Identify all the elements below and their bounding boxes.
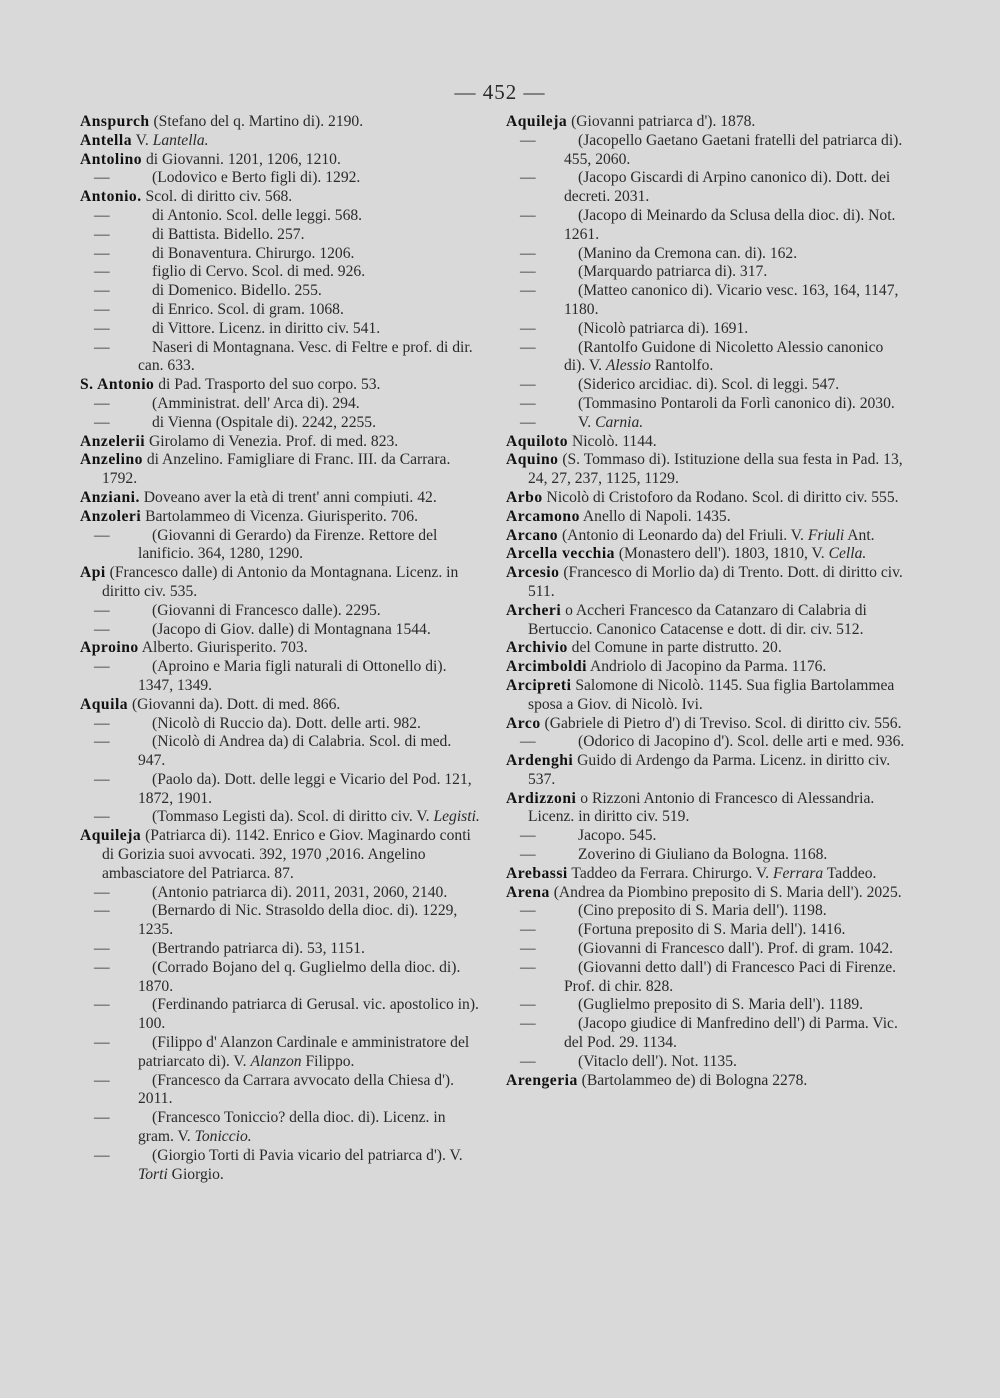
entry-dash: — [94,169,110,187]
entry-dash: — [94,413,110,431]
entry-text: (Fortuna preposito di S. Maria dell'). 1416. [578,921,846,939]
entry-text: o Accheri Francesco da Catanzaro di Calabria di Bertuccio. Canonico Catacense e dott. di dir. civ. 512. [528,601,867,638]
entry-text: (Jacopello Gaetano Gaetani fratelli del patriarca di). 455, 2060. [564,131,903,168]
index-subentry [506,996,908,1015]
index-entry [506,884,908,903]
entry-headword: Arcipreti [506,676,572,694]
entry-text: (Patriarca di). 1142. Enrico e Giov. Maginardo conti di Gorizia suoi avvocati. 392, 1970 ,2016. Angelino ambasciatore del Patriarca. 87. [102,827,471,882]
entry-text: V. [578,413,596,431]
entry-text: (Odorico di Jacopino d'). Scol. delle arti e med. 936. [578,733,905,751]
entry-dash: — [94,714,110,732]
entry-crossref-tail: Rantolfo. [650,357,714,375]
entry-text: del Comune in parte distrutto. 20. [567,639,782,657]
entry-headword: Arcamono [506,507,580,525]
index-subentry [80,1034,482,1072]
entry-text: (Francesco da Carrara avvocato della Chiesa d'). 2011. [138,1071,454,1108]
entry-dash: — [94,526,110,544]
index-subentry [506,245,908,264]
entry-text: (Nicolò patriarca di). 1691. [578,319,749,337]
index-subentry [80,621,482,640]
entry-crossref: Lantella. [152,131,209,149]
index-entry [80,508,482,527]
entry-headword: Arbo [506,488,543,506]
index-subentry [506,395,908,414]
entry-text: Andriolo di Jacopino da Parma. 1176. [586,658,827,676]
index-entry [80,132,482,151]
index-subentry [80,602,482,621]
entry-crossref: Alessio [605,357,651,375]
entry-text: (Bartolammeo de) di Bologna 2278. [577,1071,808,1089]
entry-dash: — [94,808,110,826]
index-subentry [80,771,482,809]
entry-dash: — [520,169,536,187]
entry-text: (Monastero dell'). 1803, 1810, V. [614,545,829,563]
index-subentry [80,1072,482,1110]
entry-headword: Archeri [506,601,562,619]
entry-text: di Pad. Trasporto del suo corpo. 53. [154,376,381,394]
index-subentry [506,827,908,846]
entry-dash: — [94,996,110,1014]
index-subentry [80,1147,482,1185]
entry-text: (Manino da Cremona can. di). 162. [578,244,798,262]
index-subentry [80,996,482,1034]
entry-dash: — [94,206,110,224]
entry-text: (Jacopo di Giov. dalle) di Montagnana 1544. [152,620,431,638]
index-entry [506,527,908,546]
index-subentry [506,921,908,940]
entry-dash: — [520,394,536,412]
entry-text: (Rantolfo Guidone di Nicoletto Alessio canonico di). V. [564,338,884,375]
entry-text: Girolamo di Venezia. Prof. di med. 823. [145,432,399,450]
entry-crossref-tail: Filippo. [301,1052,355,1070]
entry-headword: Arcimboldi [506,658,587,676]
entry-dash: — [94,244,110,262]
entry-text: figlio di Cervo. Scol. di med. 926. [152,263,366,281]
index-entry [80,489,482,508]
entry-dash: — [94,620,110,638]
entry-text: (Giovanni di Francesco dall'). Prof. di gram. 1042. [578,940,894,958]
entry-crossref: Friuli [807,526,845,544]
entry-dash: — [94,733,110,751]
index-entry [506,489,908,508]
index-subentry [80,808,482,827]
entry-text: (Lodovico e Berto figli di). 1292. [152,169,361,187]
entry-text: di Bonaventura. Chirurgo. 1206. [152,244,355,262]
entry-headword: Antolino [80,150,143,168]
entry-text: (Francesco dalle) di Antonio da Montagnana. Licenz. in diritto civ. 535. [102,564,459,600]
entry-text: (Jacopo giudice di Manfredino dell') di Parma. Vic. del Pod. 29. 1134. [564,1015,898,1052]
entry-dash: — [94,1034,110,1052]
entry-dash: — [94,1109,110,1127]
entry-dash: — [94,394,110,412]
index-subentry [80,733,482,771]
index-subentry [80,339,482,377]
entry-text: (Matteo canonico di). Vicario vesc. 163, 164, 1147, 1180. [564,282,899,318]
index-subentry [80,320,482,339]
index-subentry [506,1015,908,1053]
index-subentry [506,959,908,997]
entry-dash: — [520,338,536,356]
entry-dash: — [94,958,110,976]
entry-crossref: Cella. [828,545,867,563]
entry-text: Guido di Ardengo da Parma. Licenz. in diritto civ. 537. [528,752,891,788]
index-entry [80,639,482,658]
entry-headword: Anspurch [80,113,150,130]
index-entry [506,602,908,640]
entry-dash: — [520,376,536,394]
index-subentry [80,884,482,903]
entry-headword: Arco [506,714,541,732]
index-entry [80,113,482,132]
index-entry [80,433,482,452]
index-subentry [506,376,908,395]
entry-text: (Andrea da Piombino preposito di S. Maria dell'). 2025. [549,883,902,901]
entry-text: di Battista. Bidello. 257. [152,225,305,243]
entry-crossref-tail: Giorgio. [167,1165,224,1183]
entry-dash: — [520,319,536,337]
index-subentry [80,959,482,997]
entry-dash: — [520,244,536,262]
entry-text: (Cino preposito di S. Maria dell'). 1198. [578,902,827,920]
entry-text: (Nicolò di Ruccio da). Dott. delle arti. 982. [152,714,421,732]
entry-text: (Tommaso Legisti da). Scol. di diritto civ. V. [152,808,434,826]
entry-text: Salomone di Nicolò. 1145. Sua figlia Bartolammea sposa a Giov. di Nicolò. Ivi. [528,676,895,713]
entry-text: (Jacopo di Meinardo da Sclusa della dioc. di). Not. 1261. [564,206,896,243]
left-column [80,113,482,1184]
entry-dash: — [94,883,110,901]
index-subentry [506,132,908,170]
entry-dash: — [520,827,536,845]
entry-text: Anello di Napoli. 1435. [579,507,731,525]
entry-dash: — [94,225,110,243]
entry-text: Scol. di diritto civ. 568. [141,188,293,206]
entry-text: (Siderico arcidiac. di). Scol. di leggi. 547. [578,376,840,394]
index-subentry [506,846,908,865]
entry-crossref-tail: Ant. [844,526,875,544]
index-subentry [80,395,482,414]
index-entry [506,715,908,734]
index-subentry [506,1053,908,1072]
entry-dash: — [520,996,536,1014]
index-subentry [506,902,908,921]
index-entry [506,752,908,790]
entry-headword: S. Antonio [80,376,155,394]
entry-text: (Ferdinando patriarca di Gerusal. vic. apostolico in). 100. [138,996,479,1033]
entry-headword: Aquiloto [506,432,569,450]
entry-dash: — [94,319,110,337]
entry-text: Nicolò di Cristoforo da Rodano. Scol. di diritto civ. 555. [542,488,899,506]
entry-dash: — [94,940,110,958]
index-entry [80,696,482,715]
entry-text: (Vitaclo dell'). Not. 1135. [578,1052,737,1070]
index-subentry [80,715,482,734]
entry-text: V. [132,131,153,149]
entry-headword: Aproino [80,639,139,657]
entry-text: (Bernardo di Nic. Strasoldo della dioc. di). 1229, 1235. [138,902,458,939]
entry-text: Naseri di Montagnana. Vesc. di Feltre e prof. di dir. can. 633. [138,338,473,375]
entry-dash: — [520,282,536,300]
entry-text: (Giorgio Torti di Pavia vicario del patriarca d'). V. [152,1146,463,1164]
entry-text: (S. Tommaso di). Istituzione della sua festa in Pad. 13, 24, 27, 237, 1125, 1129. [528,451,903,488]
entry-headword: Aquileja [506,113,568,130]
index-subentry [506,940,908,959]
entry-text: di Antonio. Scol. delle leggi. 568. [152,206,363,224]
entry-headword: Arengeria [506,1071,578,1089]
entry-headword: Anziani. [80,488,140,506]
index-subentry [80,527,482,565]
entry-dash: — [94,1071,110,1089]
entry-text: (Francesco Toniccio? della dioc. di). Licenz. in gram. V. [138,1109,446,1146]
entry-crossref: Legisti. [433,808,480,826]
index-subentry [506,733,908,752]
entry-text: (Nicolò di Andrea da) di Calabria. Scol. di med. 947. [138,733,452,770]
entry-headword: Api [80,564,106,582]
entry-crossref: Torti [138,1165,168,1183]
entry-headword: Ardizzoni [506,789,577,807]
entry-dash: — [94,300,110,318]
entry-dash: — [94,601,110,619]
index-entry [80,151,482,170]
entry-dash: — [520,131,536,149]
index-entry [506,639,908,658]
entry-dash: — [520,902,536,920]
index-subentry [80,226,482,245]
index-entry [506,545,908,564]
entry-headword: Anzelerii [80,432,146,450]
index-subentry [80,902,482,940]
index-subentry [80,169,482,188]
index-entry [506,564,908,602]
index-entry [80,188,482,207]
entry-headword: Antella [80,131,133,149]
index-entry [506,790,908,828]
index-entry [506,658,908,677]
entry-text: (Guglielmo preposito di S. Maria dell'). 1189. [578,996,864,1014]
entry-dash: — [520,1015,536,1033]
entry-dash: — [94,658,110,676]
index-subentry [80,301,482,320]
index-subentry [80,1109,482,1147]
entry-text: (Giovanni di Francesco dalle). 2295. [152,601,381,619]
entry-text: Alberto. Giurisperito. 703. [138,639,308,657]
index-subentry [80,207,482,226]
entry-dash: — [94,282,110,300]
entry-text: Doveano aver la età di trent' anni compiuti. 42. [139,488,437,506]
entry-headword: Anzoleri [80,507,142,525]
entry-text: Taddeo da Ferrara. Chirurgo. V. [567,864,773,882]
index-subentry [506,169,908,207]
index-entry [80,376,482,395]
index-entry [506,865,908,884]
entry-headword: Antonio. [80,188,142,206]
entry-dash: — [520,846,536,864]
right-column [506,113,908,1090]
page-number: — 452 — [454,80,546,104]
entry-dash: — [94,1146,110,1164]
entry-dash: — [94,263,110,281]
entry-text: o Rizzoni Antonio di Francesco di Alessandria. Licenz. in diritto civ. 519. [528,789,875,826]
entry-headword: Archivio [506,639,568,657]
entry-dash: — [520,413,536,431]
entry-text: (Stefano del q. Martino di). 2190. [149,113,364,130]
entry-crossref: Alanzon [250,1052,302,1070]
entry-text: (Jacopo Giscardi di Arpino canonico di). Dott. dei decreti. 2031. [564,169,891,206]
entry-headword: Arcella vecchia [506,545,615,563]
entry-text: (Tommasino Pontaroli da Forlì canonico di). 2030. [578,394,895,412]
index-subentry [506,339,908,377]
entry-text: (Paolo da). Dott. delle leggi e Vicario del Pod. 121, 1872, 1901. [138,770,472,807]
entry-text: (Giovanni da). Dott. di med. 866. [128,695,341,713]
entry-text: di Giovanni. 1201, 1206, 1210. [142,150,341,168]
index-entry [506,451,908,489]
entry-text: Zoverino di Giuliano da Bologna. 1168. [578,846,828,864]
index-subentry [506,414,908,433]
entry-text: Jacopo. 545. [578,827,657,845]
entry-headword: Aquila [80,695,129,713]
entry-text: (Bertrando patriarca di). 53, 1151. [152,940,365,958]
index-subentry [80,282,482,301]
index-subentry [80,414,482,433]
entry-text: Nicolò. 1144. [568,432,657,450]
entry-text: (Giovanni detto dall') di Francesco Paci di Firenze. Prof. di chir. 828. [564,958,897,995]
entry-dash: — [520,733,536,751]
entry-text: (Gabriele di Pietro d') di Treviso. Scol. di diritto civ. 556. [540,714,902,732]
index-entry [506,508,908,527]
entry-text: di Vittore. Licenz. in diritto civ. 541. [152,319,381,337]
entry-headword: Aquileja [80,827,142,845]
index-entry [80,564,482,602]
entry-text: (Antonio di Leonardo da) del Friuli. V. [558,526,808,544]
index-subentry [506,282,908,320]
entry-headword: Arcesio [506,564,560,582]
entry-dash: — [94,770,110,788]
index-entry [506,113,908,132]
entry-crossref-tail: Taddeo. [823,864,877,882]
entry-text: di Vienna (Ospitale di). 2242, 2255. [152,413,376,431]
entry-text: (Corrado Bojano del q. Guglielmo della dioc. di). 1870. [138,958,461,995]
entry-text: di Domenico. Bidello. 255. [152,282,322,300]
index-entry [506,677,908,715]
entry-headword: Arena [506,883,550,901]
entry-text: (Amministrat. dell' Arca di). 294. [152,394,360,412]
index-subentry [506,263,908,282]
entry-headword: Aquino [506,451,559,469]
entry-text: (Filippo d' Alanzon Cardinale e amministratore del patriarcato di). V. [138,1034,470,1070]
entry-crossref: Carnia. [595,413,644,431]
entry-dash: — [520,958,536,976]
index-subentry [506,320,908,339]
entry-dash: — [94,902,110,920]
entry-text: di Enrico. Scol. di gram. 1068. [152,300,344,318]
entry-text: (Francesco di Morlio da) di Trento. Dott. di diritto civ. 511. [528,564,903,600]
index-entry [80,827,482,883]
entry-dash: — [520,1052,536,1070]
entry-dash: — [94,338,110,356]
index-subentry [80,245,482,264]
index-entry [506,1072,908,1091]
entry-headword: Anzelino [80,451,143,469]
entry-dash: — [520,921,536,939]
entry-headword: Arebassi [506,864,568,882]
index-subentry [506,207,908,245]
index-entry [80,451,482,489]
index-subentry [80,940,482,959]
entry-crossref: Ferrara [772,864,824,882]
entry-dash: — [520,206,536,224]
entry-text: (Aproino e Maria figli naturali di Ottonello di). 1347, 1349. [138,658,447,694]
entry-text: Bartolammeo di Vicenza. Giurisperito. 706. [141,507,418,525]
entry-dash: — [520,263,536,281]
entry-text: (Marquardo patriarca di). 317. [578,263,768,281]
entry-dash: — [520,940,536,958]
index-subentry [80,263,482,282]
entry-headword: Ardenghi [506,752,574,770]
entry-text: (Giovanni patriarca d'). 1878. [567,113,756,130]
index-entry [506,433,908,452]
entry-crossref: Toniccio. [194,1128,252,1146]
entry-text: (Antonio patriarca di). 2011, 2031, 2060, 2140. [152,883,448,901]
entry-text: (Giovanni di Gerardo) da Firenze. Rettore del lanificio. 364, 1280, 1290. [138,526,438,563]
index-subentry [80,658,482,696]
entry-headword: Arcano [506,526,559,544]
entry-text: di Anzelino. Famigliare di Franc. III. da Carrara. 1792. [102,451,451,488]
